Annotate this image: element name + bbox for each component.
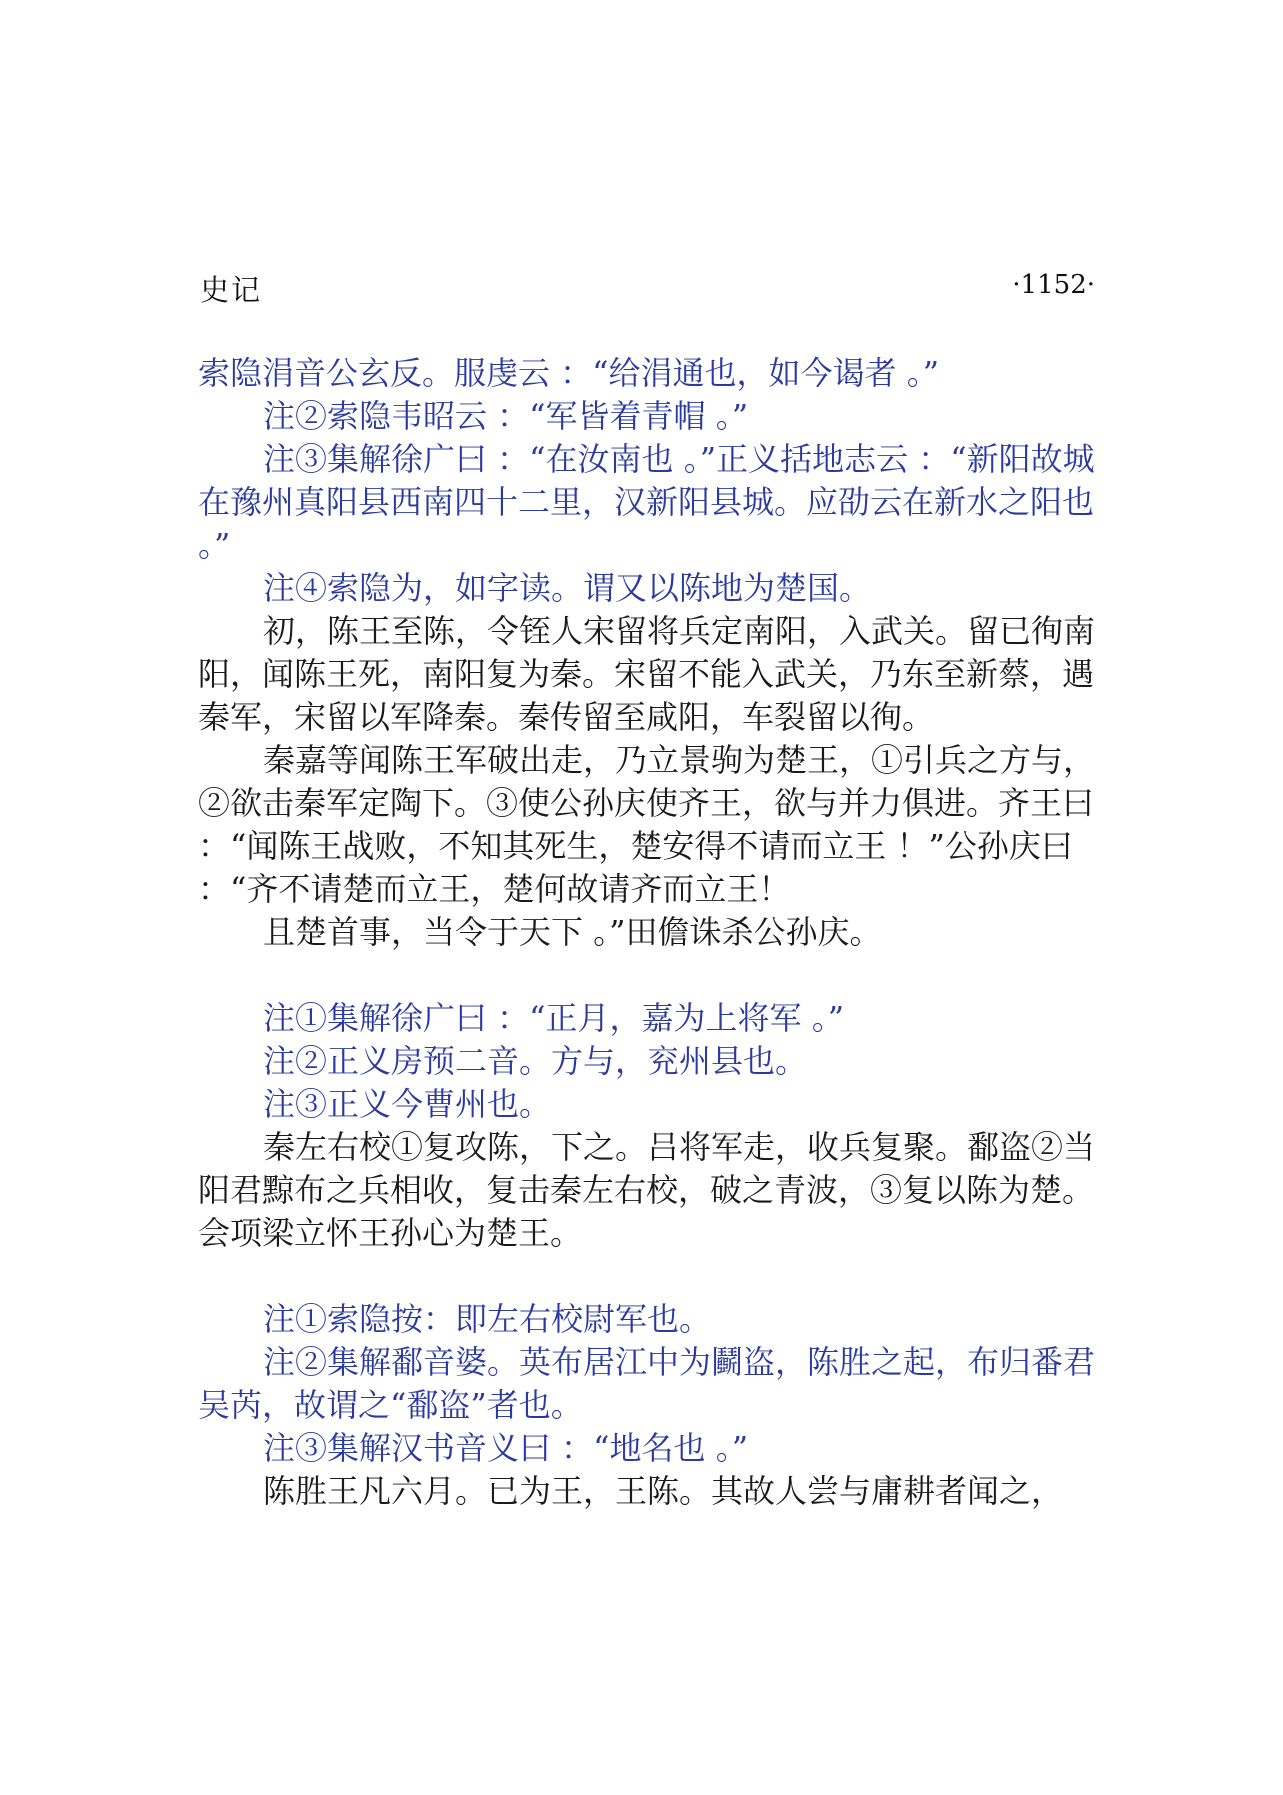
- main-paragraph: 秦嘉等闻陈王军破出走，乃立景驹为楚王，①引兵之方与，②欲击秦军定陶下。③使公孙庆使齐王，欲与并力俱进。齐王曰 ：“闻陈王战败，不知其死生，楚安得不请而立王 ！”公孙庆曰 ：“齐不请楚而立王，楚何故请齐而立王！: [198, 741, 1096, 908]
- note-paragraph: 注①索隐按：即左右校尉军也。: [263, 1300, 712, 1338]
- main-paragraph: 初，陈王至陈，令铚人宋留将兵定南阳，入武关。留已徇南阳，闻陈王死，南阳复为秦。宋留不能入武关，乃东至新蔡，遇秦军，宋留以军降秦。秦传留至咸阳，车裂留以徇。: [198, 612, 1096, 736]
- main-paragraph: 秦左右校①复攻陈，下之。吕将军走，收兵复聚。鄱盗②当阳君黥布之兵相收，复击秦左右校，破之青波，③复以陈为楚。会项梁立怀王孙心为楚王。: [198, 1128, 1096, 1252]
- main-paragraph: 陈胜王凡六月。已为王，王陈。其故人尝与庸耕者闻之，: [263, 1472, 1064, 1510]
- paragraph-gap: [198, 1255, 1108, 1298]
- main-paragraph: 且楚首事，当令于天下 。”田儋诛杀公孙庆。: [263, 913, 882, 951]
- note-paragraph: 注②索隐韦昭云 ：“军皆着青帽 。”: [263, 397, 749, 435]
- note-paragraph: 注③正义今曹州也。: [263, 1085, 552, 1123]
- page-number: ·1152·: [1012, 270, 1095, 300]
- note-paragraph: 注①集解徐广曰 ：“正月，嘉为上将军 。”: [263, 999, 845, 1037]
- note-paragraph: 注③集解徐广曰 ：“在汝南也 。”正义括地志云 ：“新阳故城在豫州真阳县西南四十二里，汉新阳县城。应劭云在新水之阳也 。”: [198, 440, 1095, 564]
- note-paragraph: 注③集解汉书音义曰 ：“地名也 。”: [263, 1429, 749, 1467]
- book-title: 史记: [200, 273, 263, 307]
- note-paragraph: 索隐涓音公玄反。服虔云 ：“给涓通也，如今谒者 。”: [198, 354, 940, 392]
- note-paragraph: 注②正义房预二音。方与，兖州县也。: [263, 1042, 808, 1080]
- note-paragraph: 注②集解鄱音婆。英布居江中为鬬盗，陈胜之起，布归番君吴芮，故谓之“鄱盗”者也。: [198, 1343, 1096, 1424]
- note-paragraph: 注④索隐为，如字读。谓又以陈地为楚国。: [263, 569, 872, 607]
- body-text: [198, 352, 1108, 1513]
- paragraph-gap: [198, 954, 1108, 997]
